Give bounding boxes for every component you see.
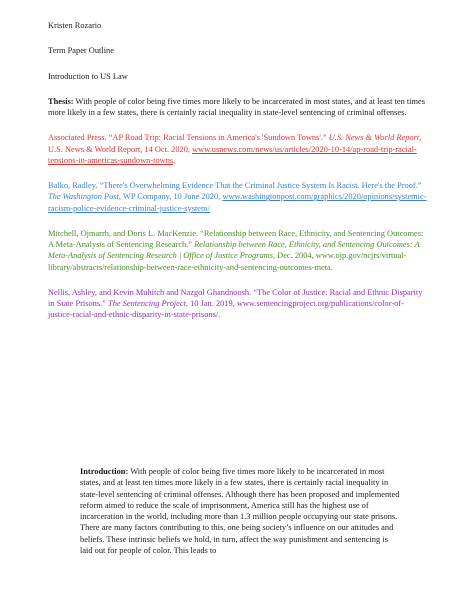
introduction-text: With people of color being five times more likely to be incarcerated in most states, and at least ten times more likely in a few states, there is certainly racial inequality in state-level sentencing of criminal offenses. Although there has been proposed and implemented reform aimed to reduce the scale of imprisonment, America still has the highest use of incarceration in the world, including more than 1.3 million people occupying our state prisons. There are many factors contributing to this, one being society’s influence on our attitudes and beliefs. These intrinsic beliefs we hold, in turn, affect the way punishment and sentencing is laid out for people of color. This leads to: [80, 467, 400, 555]
reference-4: [48, 287, 428, 321]
reference-title: “There's Overwhelming Evidence That the Criminal Justice System Is Racist. Here's the Proof.”: [99, 181, 422, 190]
reference-url-link[interactable]: www.washingtonpost.com/graphics/2020/opinions/systemic-racism-police-evidence-criminal-justice-system/: [48, 192, 427, 213]
reference-end: .: [173, 155, 176, 165]
reference-url-link[interactable]: www.usnews.com/news/us/articles/2020-10-14/ap-road-trip-racial-tensions-in-americas-sundown-towns: [48, 144, 417, 165]
reference-details: , U.S. News & World Report, 14 Oct. 2020,: [48, 133, 422, 154]
reference-details: , 10 Jan. 2019, www.sentencingproject.org/publications/color-of-justice-racial-and-ethnic-disparity-in-state-prisons/.: [48, 299, 404, 320]
course-name: Introduction to US Law: [48, 71, 128, 81]
thesis-label: Thesis:: [48, 96, 74, 106]
reference-3: [48, 228, 428, 273]
reference-source: The Washington Post: [48, 192, 119, 202]
reference-2: [48, 180, 428, 214]
reference-authors: Balko, Radley.: [48, 181, 100, 190]
reference-source: U.S. News & World Report: [328, 133, 420, 143]
introduction-paragraph: [80, 466, 400, 556]
page-break: [0, 418, 474, 446]
reference-source: Relationship between Race, Ethnicity, and Sentencing Outcomes: A Meta-Analysis of Sentencing Research | Office of Justice Programs: [48, 240, 420, 261]
reference-authors: Associated Press.: [48, 133, 109, 143]
reference-title: “The Color of Justice: Racial and Ethnic Disparity in State Prisons.”: [48, 287, 423, 308]
reference-title: “AP Road Trip: Racial Tensions in America's 'Sundown Towns'.”: [108, 133, 329, 143]
thesis-text: With people of color being five times more likely to be incarcerated in most states, and at least ten times more likely in a few states, there is certainly racial inequality in state-level sentencing of criminal offenses.: [48, 96, 425, 117]
page-1-content: [48, 20, 428, 335]
reference-details: , WP Company, 10 June 2020,: [118, 192, 223, 202]
reference-title: “Relationship between Race, Ethnicity, and Sentencing Outcomes: A Meta-Analysis of Sentencing Research.”: [48, 228, 424, 249]
author-name: Kristen Rozario: [48, 21, 102, 30]
reference-source: The Sentencing Project: [108, 299, 186, 308]
reference-authors: Mitchell, Ojmarrh, and Doris L. MacKenzie.: [48, 228, 201, 238]
reference-1: [48, 132, 428, 166]
reference-authors: Nellis, Ashley, and Kevin Muhitch and Nazgol Ghandnoosh.: [48, 287, 254, 297]
thesis-paragraph: [48, 96, 428, 119]
document-title: Term Paper Outline: [48, 46, 114, 56]
introduction-label: Introduction:: [80, 467, 129, 476]
reference-details: , Dec. 2004, www.ojp.gov/ncjrs/virtual-library/abstracts/relationship-between-race-ethnicity-and-sentencing-outcomes-meta.: [48, 251, 407, 272]
page-2-content: [80, 466, 400, 570]
